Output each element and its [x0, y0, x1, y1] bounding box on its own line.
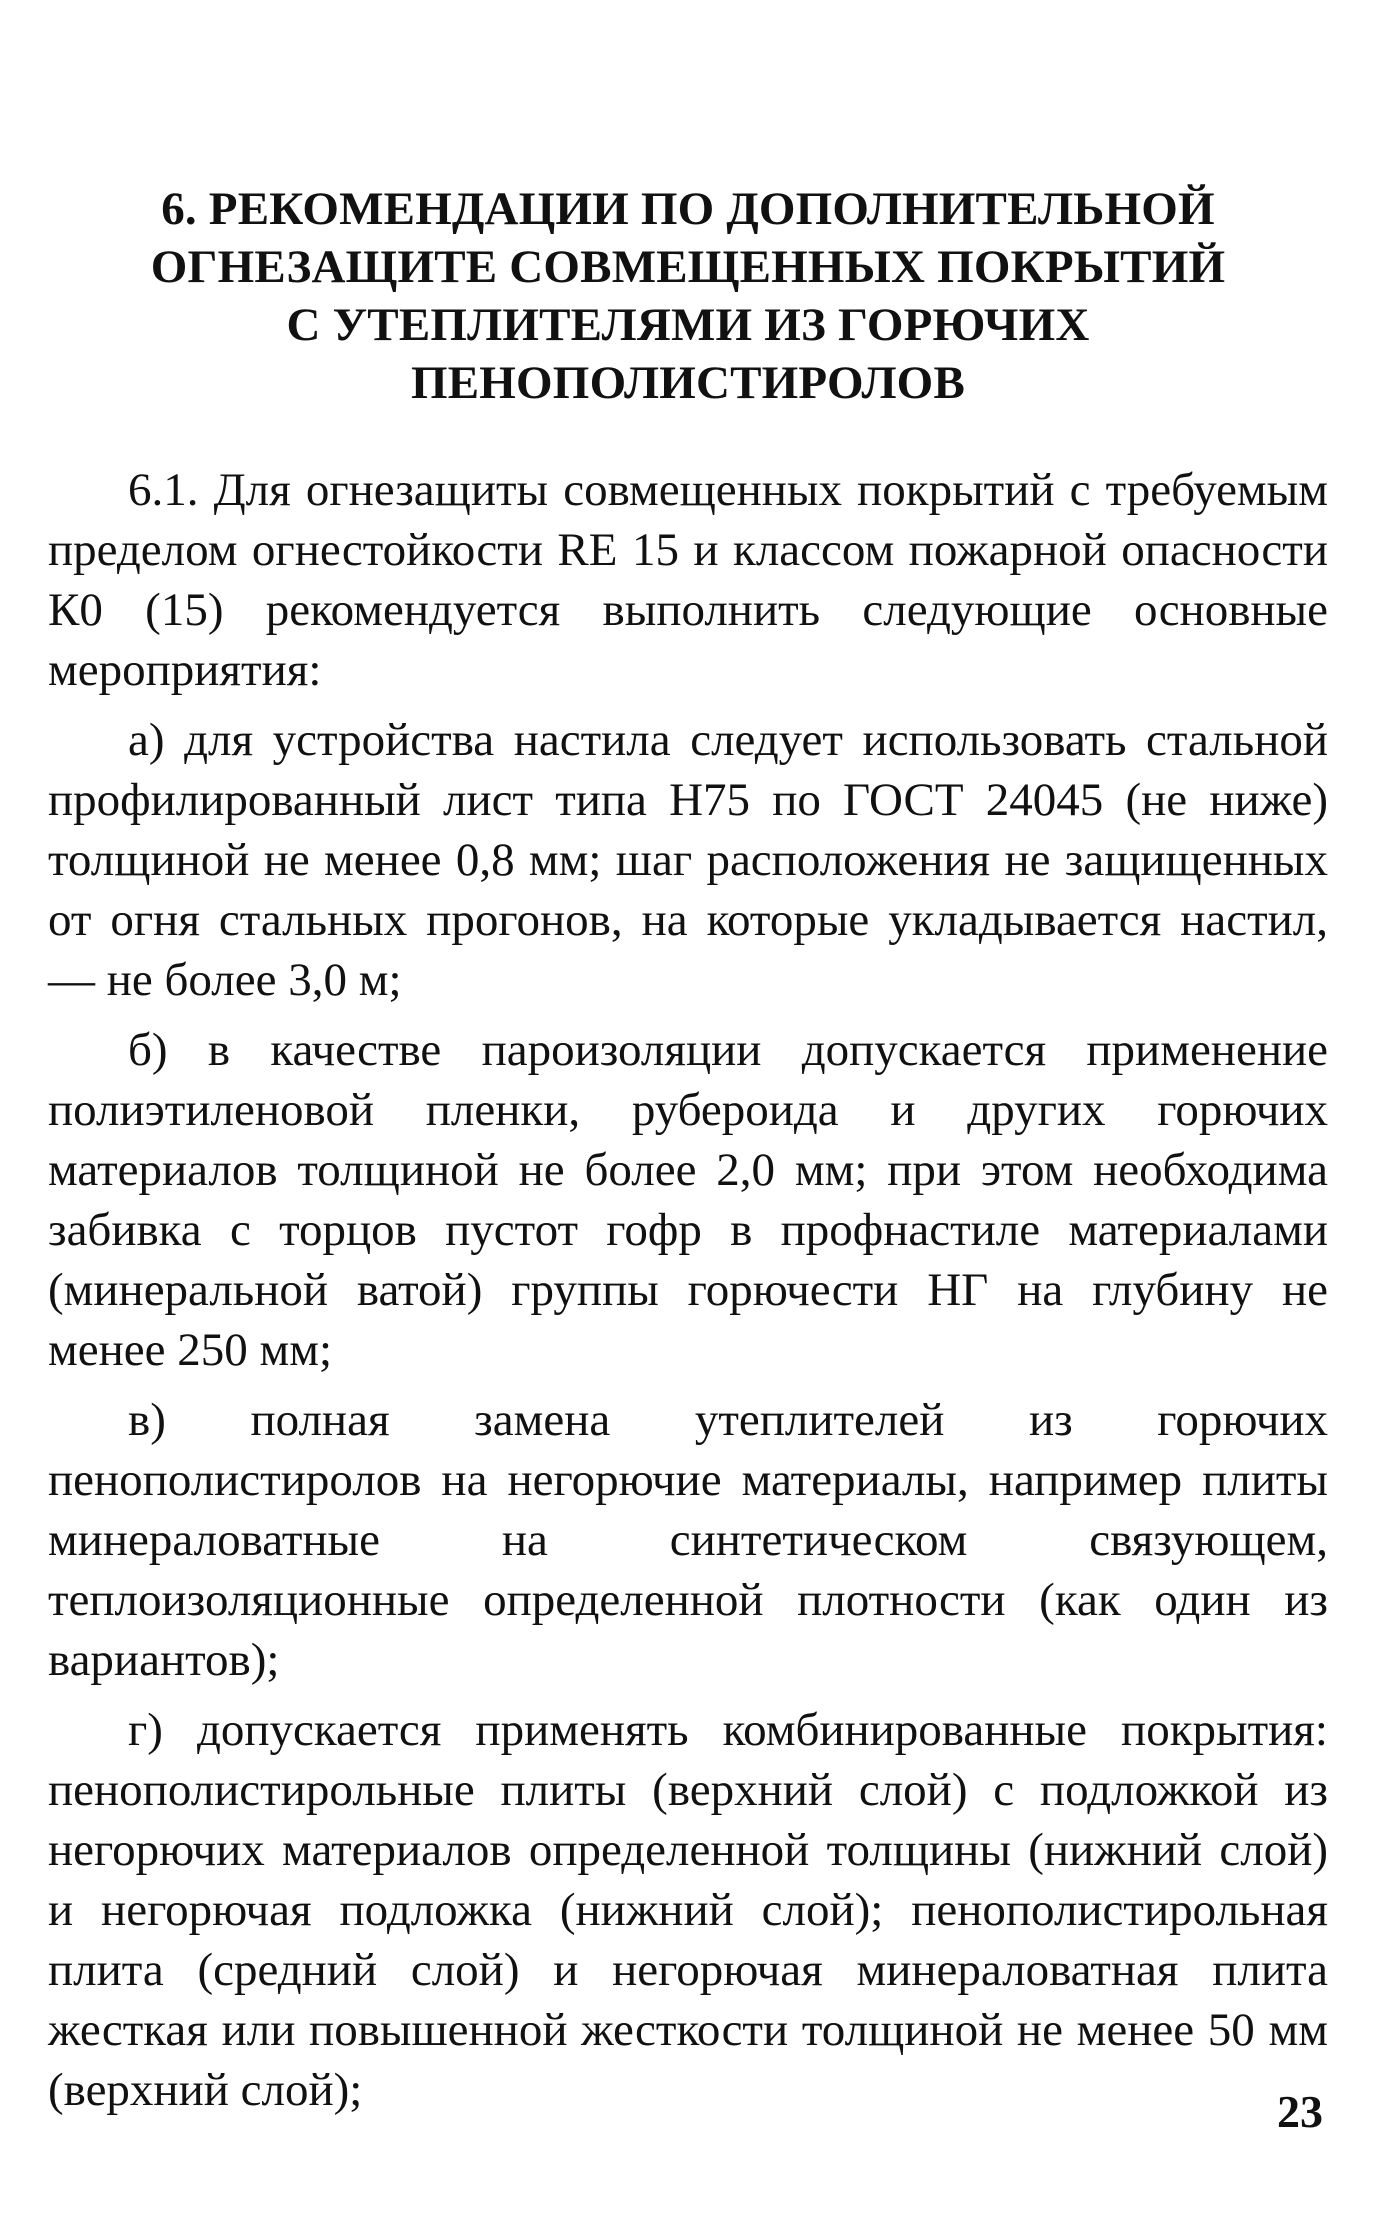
paragraph-item-v: в) полная замена утеплителей из горючих пенополистиролов на негорючие материалы, например плиты минераловатные на синтетическом связующем, теплоизоляционные определенной плотности (как один из вариантов);: [48, 1394, 1328, 1686]
heading-line: С УТЕПЛИТЕЛЯМИ ИЗ ГОРЮЧИХ: [286, 299, 1090, 351]
paragraph-item-g: г) допускается применять комбинированные покрытия: пенополистирольные плиты (верхний слой) с подложкой из негорючих материалов определенной толщины (нижний слой) и негорючая подложка (нижний слой); пенополистирольная плита (средний слой) и негорючая минераловатная плита жесткая или повышенной жесткости толщиной не менее 50 мм (верхний слой);: [48, 1704, 1328, 2116]
paragraph-6-1: 6.1. Для огнезащиты совмещенных покрытий с требуемым пределом огнестойкости RE 15 и классом пожарной опасности К0 (15) рекомендуется выполнить следующие основные мероприятия:: [48, 464, 1328, 696]
heading-line: 6. РЕКОМЕНДАЦИИ ПО ДОПОЛНИТЕЛЬНОЙ: [161, 183, 1215, 235]
paragraph-item-b: б) в качестве пароизоляции допускается применение полиэтиленовой пленки, рубероида и других горючих материалов толщиной не более 2,0 мм; при этом необходима забивка с торцов пустот гофр в профнастиле материалами (минеральной ватой) группы горючести НГ на глубину не менее 250 мм;: [48, 1024, 1328, 1376]
section-heading: [48, 180, 1328, 412]
heading-line: ОГНЕЗАЩИТЕ СОВМЕЩЕННЫХ ПОКРЫТИЙ: [150, 241, 1226, 293]
heading-line: ПЕНОПОЛИСТИРОЛОВ: [410, 357, 965, 409]
document-page: [48, 180, 1328, 2130]
paragraph-item-a: а) для устройства настила следует использовать стальной профилированный лист типа Н75 по ГОСТ 24045 (не ниже) толщиной не менее 0,8 мм; шаг расположения не защищенных от огня стальных прогонов, на которые укладывается настил, — не более 3,0 м;: [48, 714, 1328, 1006]
page-number: 23: [1277, 2086, 1323, 2137]
